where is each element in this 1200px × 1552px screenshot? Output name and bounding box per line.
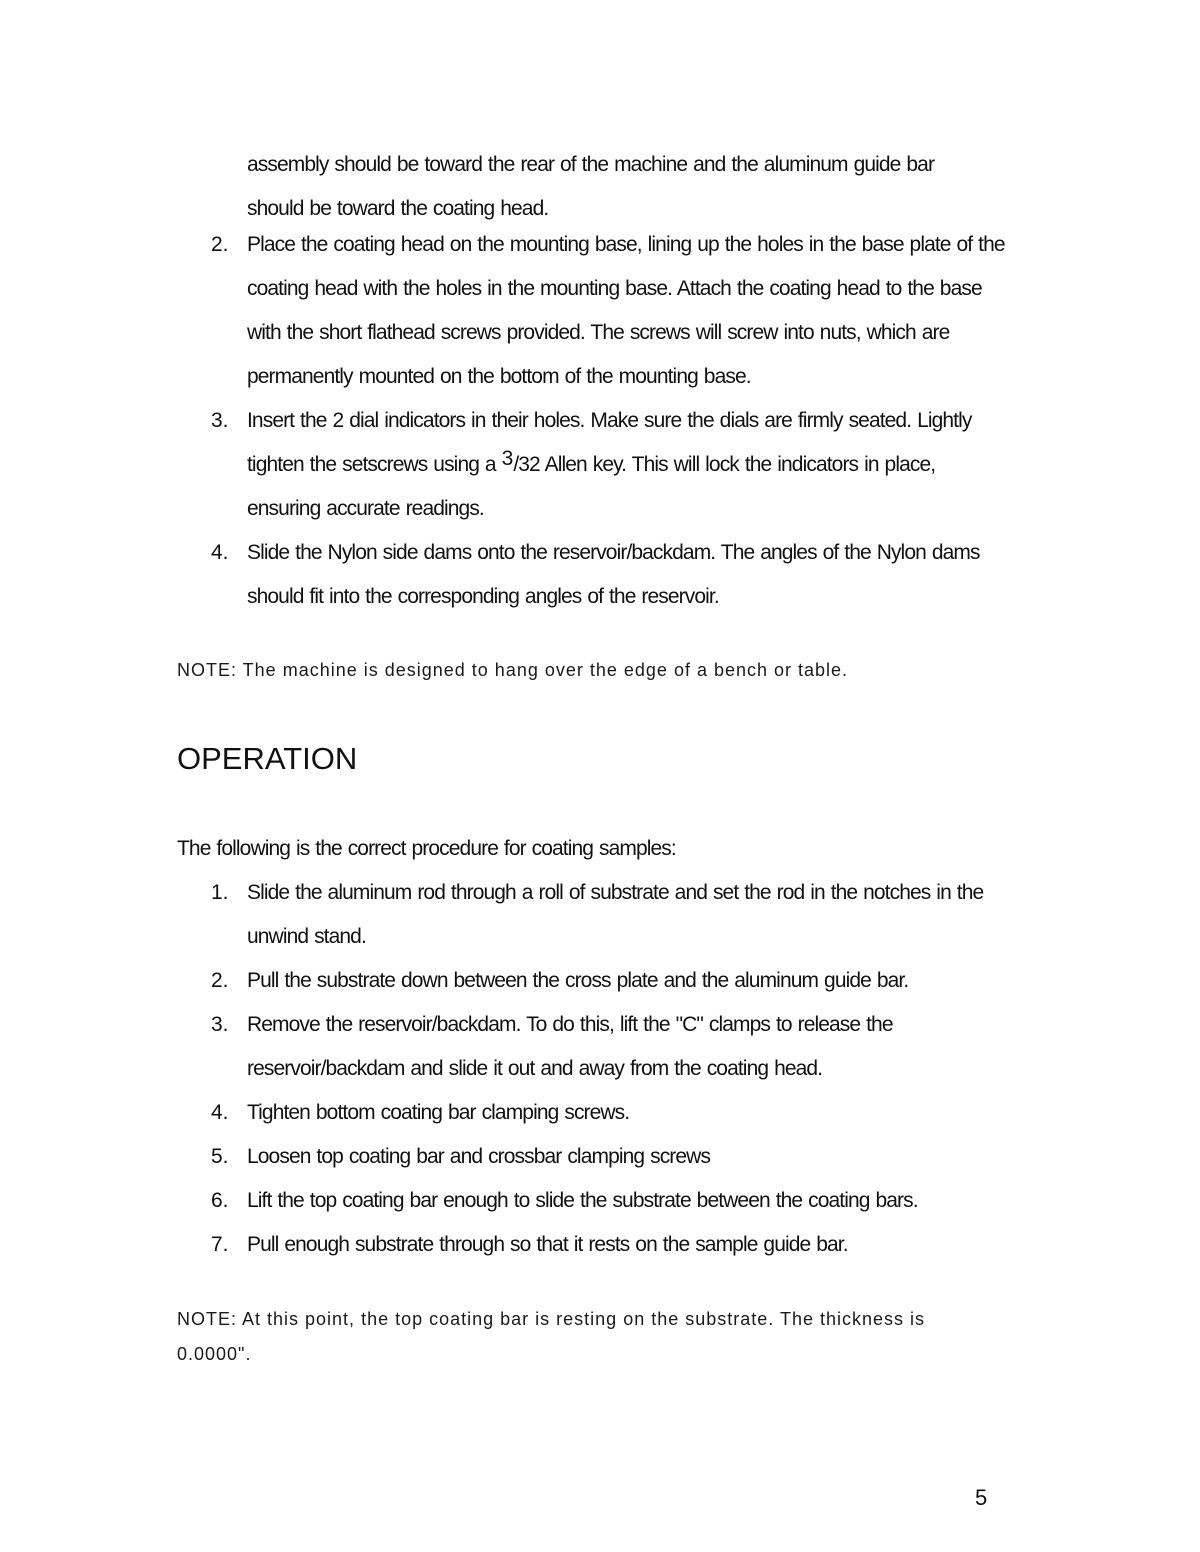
continued-line-2: should be toward the coating head. [247,197,549,220]
continued-line-1: assembly should be toward the rear of the machine and the aluminum guide bar [247,153,935,176]
step-number: 5. [211,1145,229,1168]
step-number: 3. [211,409,229,432]
note-hang-over-bench: NOTE: The machine is designed to hang over the edge of a bench or table. [177,660,849,680]
step-text: Slide the aluminum rod through a roll of substrate and set the rod in the notches in the unwind stand. [247,881,984,948]
step-number: 6. [211,1189,229,1212]
step-text: Place the coating head on the mounting base, lining up the holes in the base plate of the coating head with the holes in the mounting base. Attach the coating head to the base with the short flathead screws provided. The screws will screw into nuts, which are permanently mounted on the bottom of the mounting base. [247,233,1005,388]
operation-intro: The following is the correct procedure for coating samples: [177,837,676,860]
operation-step [0,871,1007,959]
step-text: Tighten bottom coating bar clamping screws. [247,1101,630,1124]
step-text-before: Insert the 2 dial indicators in their holes. Make sure the dials are firmly seated. Lightly tighten the setscrews using a [247,409,972,476]
step-number: 3. [211,1013,229,1036]
operation-step [0,1223,1007,1267]
step-text-after: /32 Allen key. This will lock the indicators in place, ensuring accurate readings. [247,453,936,520]
step-text: Pull enough substrate through so that it rests on the sample guide bar. [247,1233,848,1256]
section-heading-operation: OPERATION [177,741,358,776]
step-number: 4. [211,1101,229,1124]
installation-step [0,223,1007,399]
step-number: 7. [211,1233,229,1256]
step-text: Loosen top coating bar and crossbar clamping screws [247,1145,711,1168]
operation-step [0,1135,1007,1179]
step-number: 4. [211,541,229,564]
fraction-numerator: 3 [501,447,514,470]
step-number: 1. [211,881,229,904]
operation-step [0,1091,1007,1135]
operation-step [0,1179,1007,1223]
step-text: Remove the reservoir/backdam. To do this, lift the "C" clamps to release the reservoir/backdam and slide it out and away from the coating head. [247,1013,893,1080]
installation-steps-list [0,223,1200,619]
step-text: Pull the substrate down between the cross plate and the aluminum guide bar. [247,969,909,992]
operation-step [0,1003,1007,1091]
step-text: Lift the top coating bar enough to slide the substrate between the coating bars. [247,1189,918,1212]
operation-steps-list [0,871,1200,1267]
page-number: 5 [975,1485,988,1510]
installation-step [0,531,1007,619]
step-number: 2. [211,233,229,256]
continued-step-text [247,143,1007,231]
step-text: Slide the Nylon side dams onto the reservoir/backdam. The angles of the Nylon dams should fit into the corresponding angles of the reservoir. [247,541,980,608]
step-number: 2. [211,969,229,992]
note-thickness-zero: NOTE: At this point, the top coating bar is resting on the substrate. The thickness is 0.0000". [177,1309,926,1364]
installation-step [0,399,1007,531]
operation-step [0,959,1007,1003]
